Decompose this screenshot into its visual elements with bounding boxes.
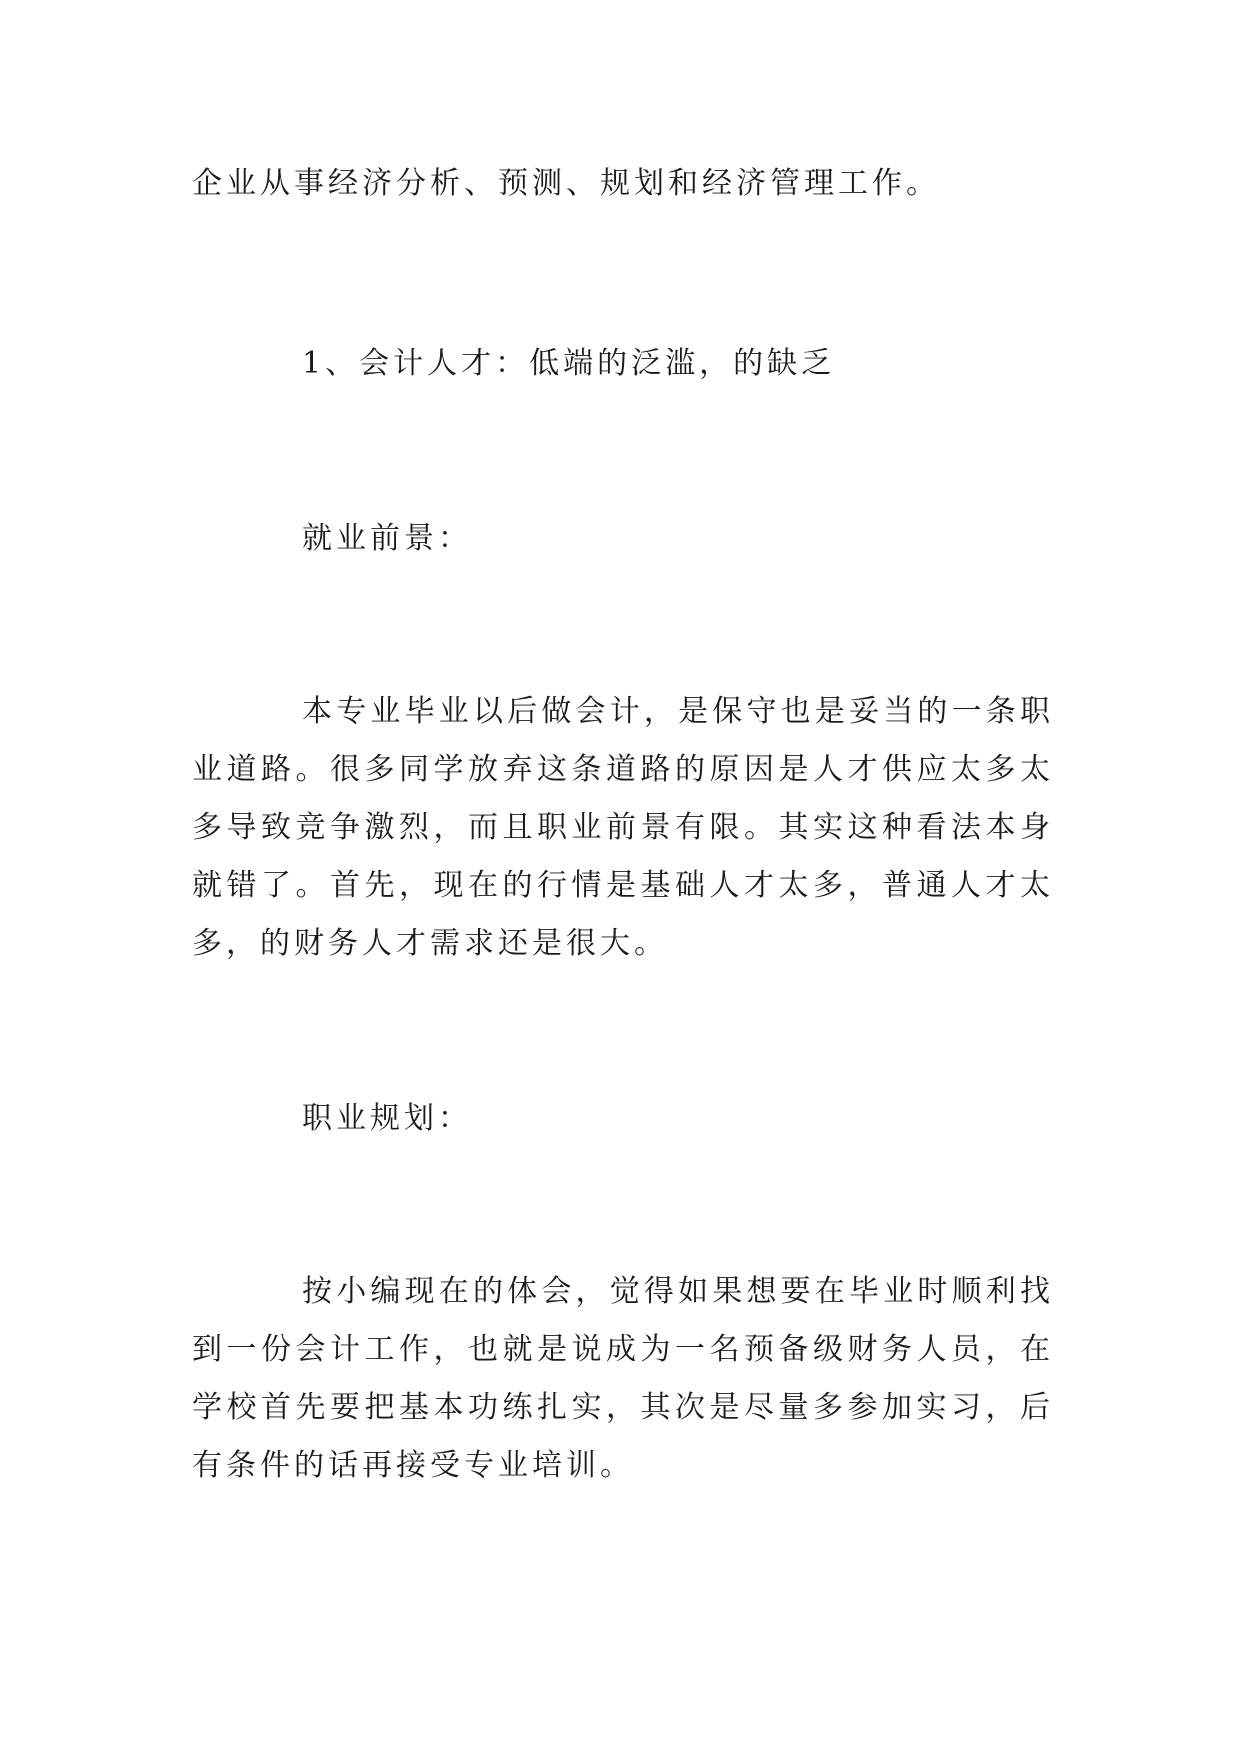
section-heading-accounting-talent: 1、会计人才：低端的泛滥，的缺乏 — [302, 346, 836, 381]
paragraph-employment-prospects: 本专业毕业以后做会计，是保守也是妥当的一条职业道路。很多同学放弃这条道路的原因是人才供应太多太多导致竞争激烈，而且职业前景有限。其实这种看法本身就错了。首先，现在的行情是基础人才太多，普通人才太多，的财务人才需求还是很大。 — [192, 694, 1054, 961]
paragraph-career-planning: 按小编现在的体会，觉得如果想要在毕业时顺利找到一份会计工作，也就是说成为一名预备级财务人员，在学校首先要把基本功练扎实，其次是尽量多参加实习，后有条件的话再接受专业培训。 — [192, 1274, 1054, 1483]
paragraph-intro-tail: 企业从事经济分析、预测、规划和经济管理工作。 — [192, 166, 940, 201]
section-heading-career-planning: 职业规划： — [302, 1101, 472, 1136]
section-heading-employment-prospects: 就业前景： — [302, 521, 472, 556]
